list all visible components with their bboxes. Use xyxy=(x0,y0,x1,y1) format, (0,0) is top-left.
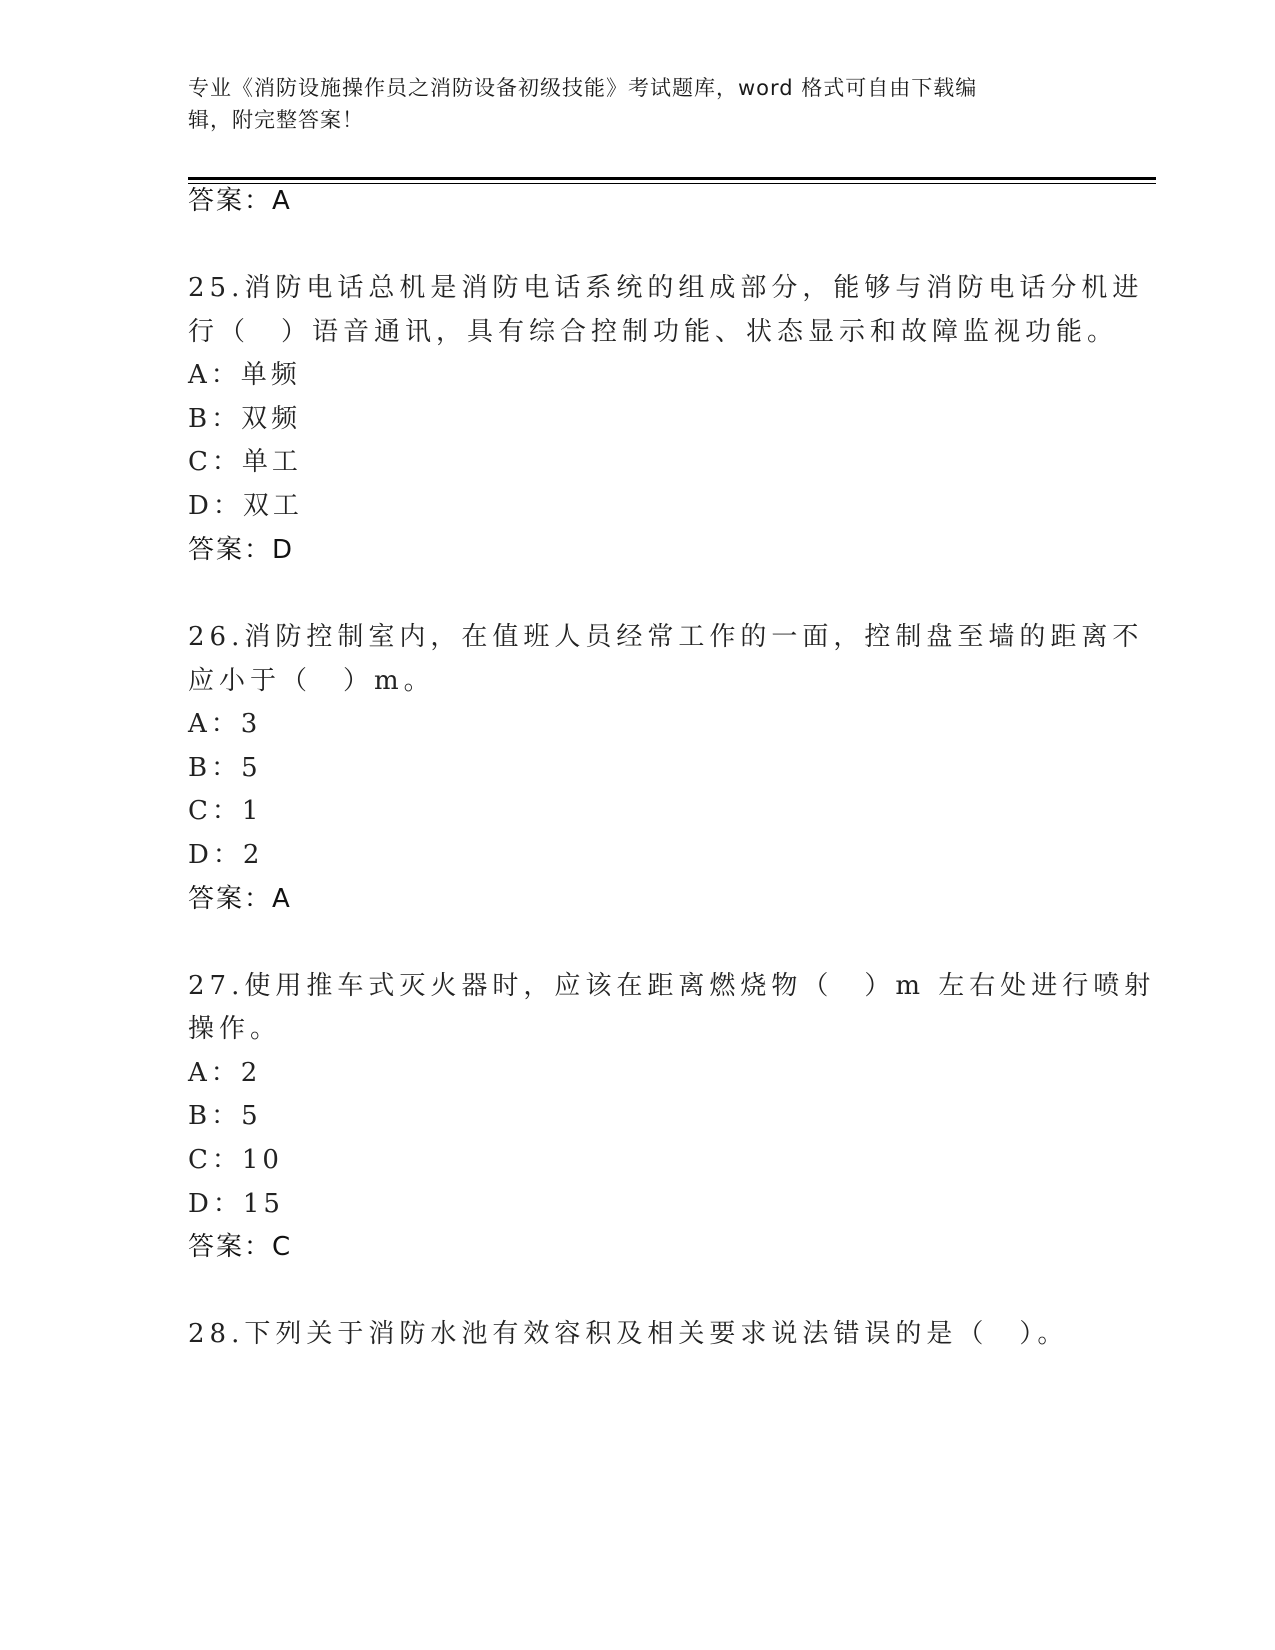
question-26-stem-line-2: 应小于（ ）m。 xyxy=(188,666,435,696)
question-27-option-d: D：15 xyxy=(188,1189,284,1219)
question-25-stem-line-1: 25.消防电话总机是消防电话系统的组成部分，能够与消防电话分机进 xyxy=(188,273,1144,303)
question-28-stem-line-1: 28.下列关于消防水池有效容积及相关要求说法错误的是（ ）。 xyxy=(188,1319,1069,1349)
question-27-option-a: A：2 xyxy=(188,1058,262,1088)
document-header xyxy=(188,72,1068,136)
question-26-option-c: C：1 xyxy=(188,796,263,826)
previous-answer: 答案：A xyxy=(188,186,292,216)
question-26-answer: 答案：A xyxy=(188,884,292,914)
question-26-option-b: B：5 xyxy=(188,753,262,783)
question-27-option-c: C：10 xyxy=(188,1145,283,1175)
question-25-stem-line-2: 行（ ）语音通讯，具有综合控制功能、状态显示和故障监视功能。 xyxy=(188,317,1119,347)
question-26-option-a: A：3 xyxy=(188,709,262,739)
question-27-answer: 答案：C xyxy=(188,1232,293,1262)
question-26-stem-line-1: 26.消防控制室内，在值班人员经常工作的一面，控制盘至墙的距离不 xyxy=(188,622,1144,652)
header-line-1: 专业《消防设施操作员之消防设备初级技能》考试题库，word 格式可自由下载编 xyxy=(188,76,978,100)
header-rule-thin xyxy=(188,183,1156,184)
question-27-stem-line-2: 操作。 xyxy=(188,1014,282,1044)
question-27-stem-line-1: 27.使用推车式灭火器时，应该在距离燃烧物（ ）m 左右处进行喷射 xyxy=(188,971,1156,1001)
question-25-option-b: B：双频 xyxy=(188,404,302,434)
question-25-answer: 答案：D xyxy=(188,535,295,565)
question-25-option-a: A：单频 xyxy=(188,360,301,390)
header-rule-thick xyxy=(188,177,1156,180)
question-26-option-d: D：2 xyxy=(188,840,264,870)
header-line-2: 辑，附完整答案！ xyxy=(188,108,364,132)
question-25-option-c: C：单工 xyxy=(188,447,302,477)
question-25-option-d: D：双工 xyxy=(188,491,303,521)
question-27-option-b: B：5 xyxy=(188,1101,262,1131)
